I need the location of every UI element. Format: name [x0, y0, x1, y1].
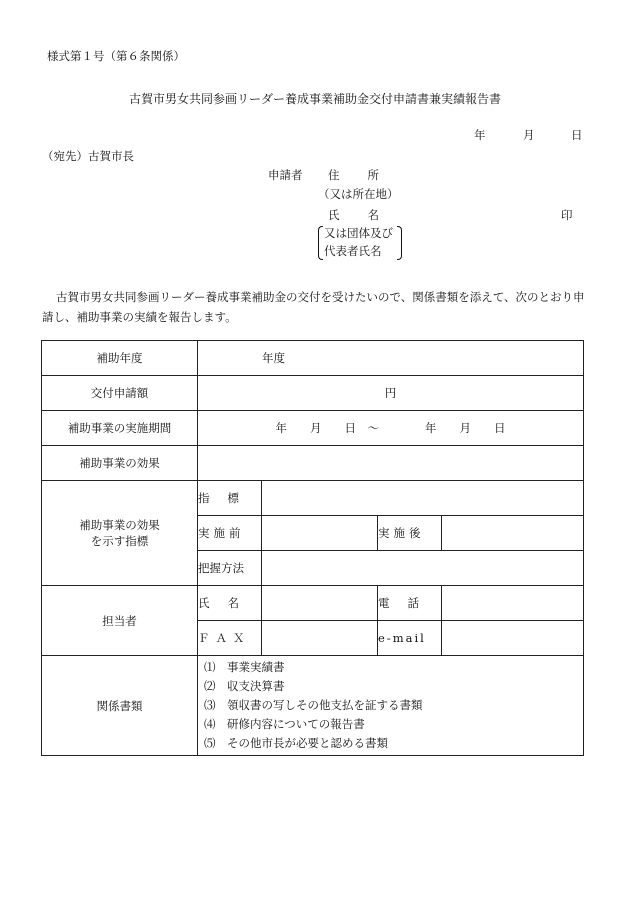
email-field[interactable]	[442, 621, 584, 656]
list-item: ⑸ その他市長が必要と認める書類	[204, 736, 388, 750]
indicator-label-line-2: を示す指標	[90, 534, 149, 548]
table-row	[42, 586, 584, 621]
contact-name-label: 氏名	[198, 586, 262, 621]
list-item: ⑵ 収支決算書	[204, 679, 285, 693]
amount-field[interactable]	[198, 376, 584, 411]
documents-cell	[198, 656, 584, 756]
list-item: ⑷ 研修内容についての報告書	[204, 717, 365, 731]
list-item: ⑶ 領収書の写しその他支払を証する書類	[204, 698, 423, 712]
table-row	[42, 341, 584, 376]
indicator-label-line-1: 補助事業の効果	[79, 518, 160, 532]
address-alt-label: （又は所在地）	[318, 187, 399, 201]
fiscal-year-label: 補助年度	[42, 341, 198, 376]
contact-label: 担当者	[42, 586, 198, 656]
before-field[interactable]	[262, 516, 378, 551]
documents-label: 関係書類	[42, 656, 198, 756]
application-table	[41, 340, 584, 756]
right-bracket	[397, 226, 402, 260]
before-label: 実施前	[198, 516, 262, 551]
phone-label: 電話	[378, 586, 442, 621]
document-title: 古賀市男女共同参画リーダー養成事業補助金交付申請書兼実績報告書	[128, 92, 501, 106]
table-row	[42, 411, 584, 446]
group-line-1: 又は団体及び	[324, 226, 393, 240]
table-row	[42, 376, 584, 411]
email-label: e-mail	[378, 621, 442, 656]
list-item: ⑴ 事業実績書	[204, 660, 285, 674]
group-line-2: 代表者氏名	[324, 244, 382, 258]
fiscal-year-field[interactable]	[198, 341, 584, 376]
date-year: 年	[474, 128, 486, 142]
group-representative-bracket	[318, 224, 402, 260]
table-row	[42, 446, 584, 481]
table-row	[42, 481, 584, 516]
body-text: 古賀市男女共同参画リーダー養成事業補助金の交付を受けたいので、関係書類を添えて、次のとおり申請し、補助事業の実績を報告します。	[42, 290, 585, 324]
addressee: （宛先）古賀市長	[42, 149, 134, 163]
amount-label: 交付申請額	[42, 376, 198, 411]
amount-unit: 円	[384, 386, 397, 400]
phone-field[interactable]	[442, 586, 584, 621]
seal-mark: 印	[561, 208, 573, 222]
period-field[interactable]	[198, 411, 584, 446]
indicator-field[interactable]	[262, 481, 584, 516]
address-label: 住所	[328, 168, 407, 182]
method-field[interactable]	[262, 551, 584, 586]
left-bracket	[318, 226, 323, 260]
effect-field[interactable]	[198, 446, 584, 481]
name-label: 氏名	[328, 208, 407, 222]
period-label: 補助事業の実施期間	[42, 411, 198, 446]
documents-list	[198, 658, 583, 753]
date-day: 日	[571, 128, 583, 142]
after-label: 実施後	[378, 516, 442, 551]
fax-label: ＦＡＸ	[198, 621, 262, 656]
fax-field[interactable]	[262, 621, 378, 656]
indicator-section-label	[42, 481, 198, 586]
contact-name-field[interactable]	[262, 586, 378, 621]
table-row	[42, 656, 584, 756]
date-month: 月	[523, 128, 535, 142]
form-number: 様式第１号（第６条関係）	[47, 49, 185, 63]
effect-label: 補助事業の効果	[42, 446, 198, 481]
fiscal-year-unit: 年度	[262, 351, 285, 365]
method-label: 把握方法	[198, 551, 262, 586]
after-field[interactable]	[442, 516, 584, 551]
applicant-label: 申請者	[268, 168, 303, 182]
indicator-label: 指標	[198, 481, 262, 516]
period-value: 年 月 日 ～ 年 月 日	[275, 421, 506, 435]
